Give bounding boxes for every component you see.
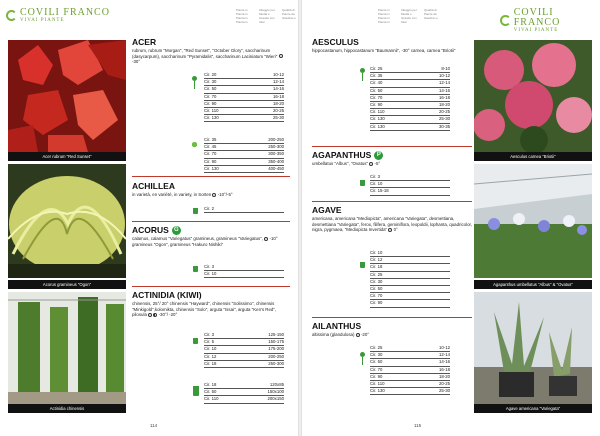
pot-size: Cir. 25 — [370, 66, 383, 71]
plant-size: 12-14 — [273, 79, 284, 85]
size-table — [370, 174, 450, 196]
pot-size: Cir. 10 — [204, 271, 217, 277]
pot-size: Cir. 3 — [370, 174, 381, 179]
size-row — [204, 354, 284, 361]
pot-size: Cir. 50 — [370, 359, 383, 365]
pot-size: Cir. 10 — [370, 181, 383, 187]
pot-size: Cir. 90 — [204, 158, 217, 164]
pot-size: Cir. 3 — [204, 264, 215, 269]
size-row — [204, 151, 284, 158]
size-row — [370, 88, 450, 95]
size-row — [204, 332, 284, 339]
size-table — [370, 250, 450, 308]
entry-desc-text: umbellatus "Albus", "Ovatus" — [312, 161, 369, 167]
entry-agapanthus — [312, 151, 472, 167]
size-table — [204, 72, 284, 122]
size-row — [370, 250, 450, 257]
photo-caption: Acorus gramineus "Ogon" — [8, 280, 126, 289]
size-row — [370, 80, 450, 87]
pot-size: Cir. 30 — [204, 79, 217, 85]
pot-icon — [360, 180, 365, 186]
plant-size: 350-400 — [268, 158, 284, 164]
header-info-text: Qualità di Piante da Giardino e — [424, 8, 438, 20]
pot-size: Cir. 110 — [370, 109, 385, 115]
hardiness-temp: -10° — [269, 236, 278, 242]
entry-title: AGAVE — [312, 205, 342, 215]
plant-size: 250-300 — [268, 144, 284, 150]
page-number: 114 — [150, 423, 158, 428]
entry-title: AILANTHUS — [312, 321, 362, 331]
entry-title: ACER — [132, 37, 157, 47]
size-table — [204, 332, 284, 368]
left-page — [0, 0, 298, 436]
pot-size: Cir. 70 — [204, 151, 217, 157]
size-table — [370, 345, 450, 395]
plant-size: 14-16 — [439, 359, 450, 365]
pot-size: Cir. 45 — [204, 144, 217, 150]
brand-logo — [6, 8, 110, 23]
pot-size: Cir. 18 — [204, 360, 217, 366]
size-row — [370, 257, 450, 264]
pot-size: Cir. 5 — [204, 339, 215, 345]
size-row — [204, 382, 284, 389]
photo-agapanthus — [474, 164, 592, 278]
size-row — [370, 102, 450, 109]
plant-size: 14-16 — [273, 86, 284, 92]
pot-icon — [193, 338, 198, 344]
entry-achillea — [132, 182, 290, 198]
size-row — [204, 361, 284, 368]
entry-description — [312, 332, 472, 338]
pot-size: Cir. 30 — [370, 352, 383, 358]
plant-size: 18-20 — [273, 100, 284, 106]
sun-icon — [212, 193, 216, 197]
plant-size: 18-20 — [439, 101, 450, 107]
entry-actinidia — [132, 291, 290, 318]
size-row — [204, 137, 284, 144]
plant-size: 150-175 — [268, 339, 284, 345]
size-row — [204, 271, 284, 278]
pot-size: Cir. 130 — [370, 116, 385, 122]
pot-size: Cir. 130 — [370, 123, 385, 129]
bush-icon — [191, 141, 198, 150]
section-divider — [312, 317, 472, 318]
entry-desc-text: chinensis, 25°/ 20° chinensis "Hayward", chinensis "Solissimo", chinensis "Minkigold",kolomikta, chinensis "Solo", arguta "Issai", arguta "Ken's Red", pilosula — [132, 301, 277, 318]
size-row — [204, 389, 284, 396]
size-row — [370, 264, 450, 271]
plant-size: 18-20 — [439, 373, 450, 379]
plant-size: 20-25 — [439, 109, 450, 115]
entry-title — [132, 226, 290, 235]
pot-size: Cir. 10 — [370, 250, 383, 255]
plant-size: 125-150 — [268, 332, 284, 337]
pot-size: Cir. 130 — [204, 165, 219, 171]
size-row — [370, 367, 450, 374]
header-info-text: Alleggio per Media e Grande con Vasi — [259, 8, 275, 24]
pot-size: Cir. 2 — [204, 206, 215, 211]
plant-size: 300-350 — [268, 151, 284, 157]
size-row — [204, 72, 284, 79]
size-row — [370, 279, 450, 286]
header-info — [378, 8, 441, 24]
entry-title-text: ACORUS — [132, 225, 169, 235]
size-row — [204, 339, 284, 346]
tree-icon — [360, 352, 365, 365]
pot-size: Cir. 15-18 — [370, 188, 389, 194]
pot-size: Cir. 50 — [370, 87, 383, 93]
category-badge: P — [374, 151, 383, 160]
size-row — [204, 108, 284, 115]
pot-icon — [360, 262, 365, 268]
sun-icon — [264, 237, 268, 241]
pot-size: Cir. 70 — [204, 93, 217, 99]
pot-size: Cir. 90 — [370, 300, 383, 306]
entry-title — [312, 151, 472, 160]
size-row — [204, 144, 284, 151]
photo-caption: Actinidia chinensis — [8, 404, 126, 413]
plant-size: 25-30 — [273, 115, 284, 121]
photo-acorus — [8, 164, 126, 278]
entry-description: hippocastanum, hippocastanum "Baumannii", -30° carnea, carnea "Briotii" — [312, 48, 456, 53]
pot-size: Cir. 90 — [370, 373, 383, 379]
pot-size: Cir. 110 — [370, 380, 385, 386]
header-info-text: Qualità di Piante da Giardino e — [282, 8, 296, 20]
plant-size: 16-18 — [273, 93, 284, 99]
size-row — [204, 79, 284, 86]
plant-size: 16-18 — [439, 366, 450, 372]
size-row — [370, 345, 450, 352]
plant-size: 20-25 — [273, 107, 284, 113]
photo-caption: Acer rubrum "Red Sunset" — [8, 152, 126, 161]
plant-size: 200x150 — [267, 396, 284, 402]
pot-size: Cir. 35 — [370, 73, 383, 79]
entry-title-text: AGAPANTHUS — [312, 150, 372, 160]
photo-caption: Aesculus carnea "Briotii" — [474, 152, 592, 161]
plant-size: 30-35 — [439, 123, 450, 129]
half-shade-icon — [153, 313, 157, 317]
brand-name: COVILI FRANCO — [513, 7, 561, 28]
plant-size: 200-250 — [268, 353, 284, 359]
plant-size: 12-14 — [439, 80, 450, 86]
photo-actinidia — [8, 292, 126, 404]
entry-title: ACTINIDIA (KIWI) — [132, 290, 202, 300]
section-divider — [312, 201, 472, 202]
right-page — [302, 0, 600, 436]
hardiness-temp: -30°/ -20° — [158, 312, 178, 318]
tree-icon — [360, 68, 365, 81]
size-row — [370, 188, 450, 195]
size-row — [370, 359, 450, 366]
pot-size: Cir. 12 — [204, 353, 217, 359]
pot-size: Cir. 50 — [204, 86, 217, 92]
photo-acer — [8, 40, 126, 152]
plant-size: 10-12 — [439, 345, 450, 350]
size-row — [370, 73, 450, 80]
brand-subtitle: VIVAI PIANTE — [513, 28, 559, 33]
pot-icon — [193, 266, 198, 272]
photo-caption: Agave americana "Variegata" — [474, 404, 592, 413]
size-table — [204, 264, 284, 278]
logo-leaf-icon — [500, 15, 511, 26]
entry-acorus — [132, 226, 290, 247]
hardiness-temp: -30° — [132, 59, 141, 65]
size-row — [370, 352, 450, 359]
entry-title: AESCULUS — [312, 37, 359, 47]
tree-icon — [192, 76, 197, 89]
size-row — [204, 346, 284, 353]
size-table — [204, 137, 284, 173]
plant-size: 400-450 — [268, 165, 284, 171]
pot-size: Cir. 90 — [204, 100, 217, 106]
size-table — [204, 382, 284, 404]
category-badge: G — [172, 226, 181, 235]
entry-title: ACHILLEA — [132, 181, 175, 191]
size-row — [204, 101, 284, 108]
pot-size: Cir. 3 — [204, 332, 215, 337]
header-info-text: Alleggio per Media e Grande con Vasi — [401, 8, 417, 24]
entry-desc-text: rubrum, rubrum "Morgan", "Red Sunset", "October Glory", saccharinum (dasycarpum), saccharinum "Pyramidalis", saccharinum Laciniatum "Wieri" — [132, 48, 278, 59]
sun-icon — [388, 228, 392, 232]
size-row — [204, 86, 284, 93]
entry-description — [132, 192, 290, 198]
size-row — [370, 272, 450, 279]
pot-size: Cir. 70 — [370, 293, 383, 299]
size-row — [370, 116, 450, 123]
pot-size: Cir. 130 — [370, 388, 385, 394]
pot-size: Cir. 30 — [370, 278, 383, 284]
plant-size: 200-250 — [268, 137, 284, 142]
pot-size: Cir. 70 — [370, 94, 383, 100]
size-row — [370, 286, 450, 293]
size-row — [370, 181, 450, 188]
size-row — [204, 94, 284, 101]
hardiness-temp: -5° — [374, 161, 381, 167]
plant-size: 12-14 — [439, 352, 450, 358]
entry-agave — [312, 206, 472, 233]
entry-desc-text: gramineus "Ogon", gramineus "Hakuro Nishiki" — [132, 241, 224, 247]
espalier-icon — [193, 386, 199, 396]
header-info-text: Piante in Pianta in Pianta in Pianta in — [236, 8, 248, 24]
plant-size: 175-200 — [268, 346, 284, 352]
entry-description — [132, 48, 290, 65]
photo-aesculus — [474, 40, 592, 152]
brand-subtitle: VIVAI PIANTE — [20, 18, 65, 23]
entry-desc-text: americana, americana "Mediopicta", americana "Variegata", desmettiana, desmettiana "Variegata", ferox, filifera, geminiflora, leopoldii, lophanta, quadricolor, nigra, pygmaea, "Mediopicta Invertida" — [312, 216, 472, 233]
section-divider — [132, 221, 290, 222]
size-row — [370, 95, 450, 102]
size-row — [370, 374, 450, 381]
sun-icon — [356, 333, 360, 337]
plant-size: 150x100 — [267, 389, 284, 395]
entry-description — [312, 161, 472, 167]
size-row — [204, 264, 284, 271]
pot-size: Cir. 10 — [204, 346, 217, 352]
hardiness-temp: 0° — [393, 227, 398, 233]
pot-size: Cir. 90 — [370, 101, 383, 107]
pot-size: Cir. 18 — [370, 264, 383, 270]
size-row — [204, 396, 284, 403]
pot-icon — [193, 208, 198, 214]
entry-desc-text: in varietà, en variété, in variety, in Sorten — [132, 192, 212, 197]
pot-size: Cir. 130 — [204, 115, 219, 121]
plant-size: 250-300 — [268, 360, 284, 366]
header-info-text: Piante in Pianta in Pianta in Pianta in — [378, 8, 390, 24]
plant-size: 14-16 — [439, 87, 450, 93]
size-table — [370, 66, 450, 131]
size-row — [370, 109, 450, 116]
plant-size: 120x85 — [269, 382, 284, 387]
size-row — [370, 66, 450, 73]
plant-size: 16-18 — [439, 94, 450, 100]
entry-description — [132, 301, 290, 318]
pot-size: Cir. 20 — [204, 72, 217, 77]
entry-desc-text: altissima (glandulosa) — [312, 332, 355, 337]
entry-acer — [132, 38, 290, 65]
sun-icon — [279, 54, 283, 58]
plant-size: 10-12 — [273, 72, 284, 77]
section-divider — [132, 176, 290, 177]
sun-icon — [369, 162, 373, 166]
pot-size: Cir. 50 — [204, 389, 217, 395]
entry-description — [132, 236, 290, 247]
photo-caption: Agapanthus umbellatus "Albus" & "Ovatus" — [474, 280, 592, 289]
hardiness-temp: -20° — [360, 332, 370, 337]
header-info — [236, 8, 298, 24]
size-row — [370, 293, 450, 300]
brand-logo — [500, 8, 600, 33]
plant-size: 25-30 — [439, 388, 450, 394]
entry-desc-text: calamus, calamus "Variegatus" gramineus, gramineus "Variegatus", — [132, 236, 264, 242]
sun-icon — [148, 313, 152, 317]
section-divider — [312, 146, 472, 147]
pot-size: Cir. 25 — [370, 345, 383, 350]
size-row — [370, 381, 450, 388]
plant-size: 8-10 — [441, 66, 450, 71]
size-row — [204, 206, 284, 213]
page-number: 115 — [414, 423, 422, 428]
pot-size: Cir. 110 — [204, 107, 219, 113]
size-row — [370, 124, 450, 131]
size-row — [204, 166, 284, 173]
entry-description — [312, 216, 472, 233]
plant-size: 10-12 — [439, 73, 450, 79]
size-row — [204, 159, 284, 166]
entry-aesculus — [312, 38, 472, 54]
photo-agave — [474, 292, 592, 404]
size-row — [204, 115, 284, 122]
size-table — [204, 206, 284, 213]
pot-size: Cir. 18 — [204, 382, 217, 387]
pot-size: Cir. 25 — [370, 271, 383, 277]
pot-size: Cir. 50 — [370, 285, 383, 291]
pot-size: Cir. 70 — [370, 366, 383, 372]
size-row — [370, 300, 450, 307]
entry-ailanthus — [312, 322, 472, 338]
section-divider — [132, 286, 290, 287]
pot-size: Cir. 40 — [370, 80, 383, 86]
plant-size: 20-25 — [439, 380, 450, 386]
pot-size: Cir. 35 — [204, 137, 217, 142]
size-row — [370, 388, 450, 395]
plant-size: 25-30 — [439, 116, 450, 122]
hardiness-temp: -10°/-5° — [217, 192, 233, 197]
brand-name: COVILI FRANCO — [20, 7, 110, 18]
logo-leaf-icon — [6, 10, 17, 21]
size-row — [370, 174, 450, 181]
pot-size: Cir. 110 — [204, 396, 219, 402]
pot-size: Cir. 12 — [370, 257, 383, 263]
